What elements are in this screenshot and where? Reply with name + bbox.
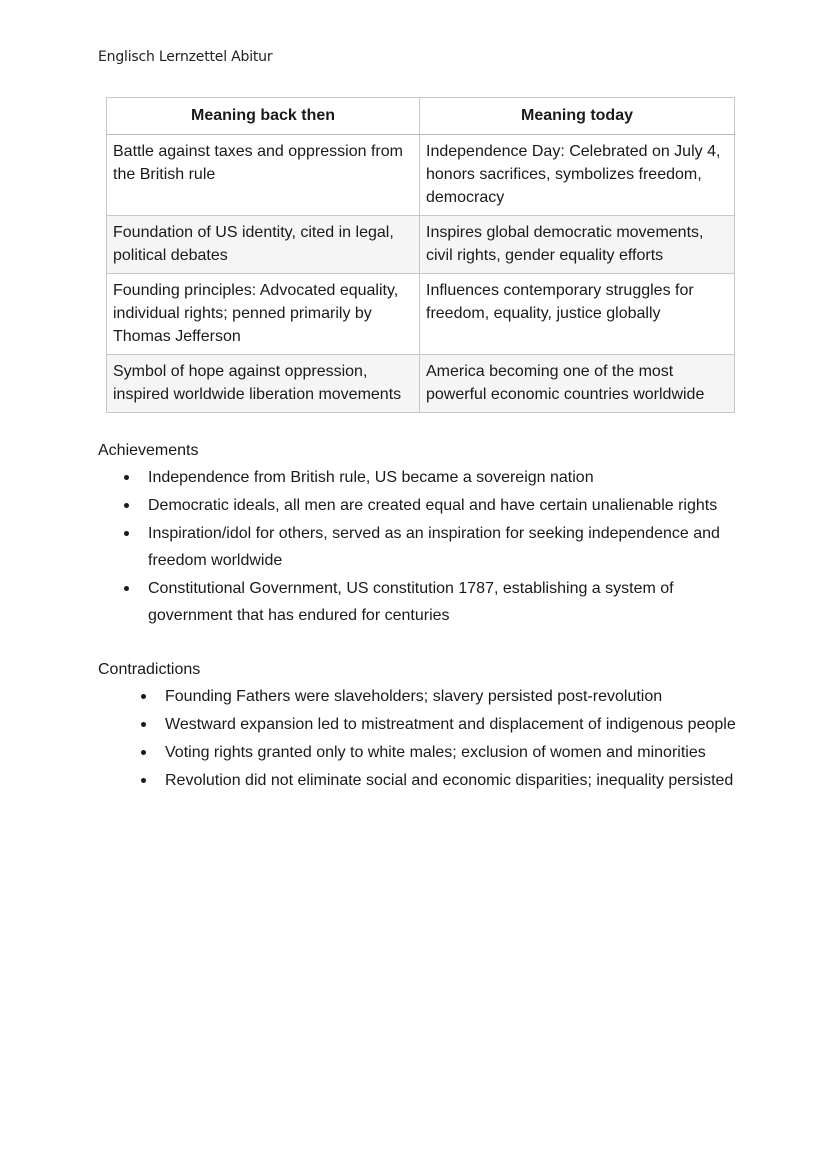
contradictions-heading: Contradictions bbox=[98, 661, 201, 678]
list-item bbox=[165, 683, 738, 710]
list-item-text: Voting rights granted only to white males; exclusion of women and minorities bbox=[165, 744, 706, 761]
table-header-row bbox=[107, 98, 735, 135]
list-item-text: Democratic ideals, all men are created equal and have certain unalienable rights bbox=[148, 497, 718, 514]
list-item bbox=[165, 739, 738, 766]
cell-then: Battle against taxes and oppression from the British rule bbox=[107, 135, 420, 216]
meaning-table-container bbox=[106, 97, 734, 413]
contradictions-section bbox=[98, 656, 738, 795]
contradictions-list bbox=[98, 683, 738, 794]
cell-then: Founding principles: Advocated equality, individual rights; penned primarily by Thomas Jefferson bbox=[107, 274, 420, 355]
list-item bbox=[165, 711, 738, 738]
bullet-icon bbox=[124, 586, 129, 591]
table-row bbox=[107, 135, 735, 216]
cell-then: Foundation of US identity, cited in legal, political debates bbox=[107, 216, 420, 274]
list-item-text: Founding Fathers were slaveholders; slavery persisted post-revolution bbox=[165, 688, 663, 705]
table-row bbox=[107, 355, 735, 413]
list-item-text: Revolution did not eliminate social and economic disparities; inequality persisted bbox=[165, 772, 734, 789]
list-item bbox=[148, 464, 738, 491]
list-item-text: Constitutional Government, US constitution 1787, establishing a system of government that has endured for centuries bbox=[148, 580, 674, 624]
list-item bbox=[148, 520, 738, 574]
column-header-then: Meaning back then bbox=[107, 98, 420, 135]
list-item bbox=[148, 492, 738, 519]
achievements-heading: Achievements bbox=[98, 442, 199, 459]
cell-today: Independence Day: Celebrated on July 4, honors sacrifices, symbolizes freedom, democracy bbox=[420, 135, 735, 216]
bullet-icon bbox=[124, 503, 129, 508]
list-item bbox=[165, 767, 738, 794]
cell-today: Inspires global democratic movements, civil rights, gender equality efforts bbox=[420, 216, 735, 274]
bullet-icon bbox=[141, 750, 146, 755]
list-item-text: Inspiration/idol for others, served as an inspiration for seeking independence and freedom worldwide bbox=[148, 525, 720, 569]
bullet-icon bbox=[124, 531, 129, 536]
cell-then: Symbol of hope against oppression, inspired worldwide liberation movements bbox=[107, 355, 420, 413]
list-item-text: Westward expansion led to mistreatment and displacement of indigenous people bbox=[165, 716, 736, 733]
column-header-today: Meaning today bbox=[420, 98, 735, 135]
meaning-table bbox=[106, 97, 735, 413]
table-row bbox=[107, 274, 735, 355]
bullet-icon bbox=[124, 475, 129, 480]
list-item-text: Independence from British rule, US became a sovereign nation bbox=[148, 469, 594, 486]
cell-today: America becoming one of the most powerful economic countries worldwide bbox=[420, 355, 735, 413]
document-header: Englisch Lernzettel Abitur bbox=[98, 49, 273, 65]
achievements-list bbox=[98, 464, 738, 629]
bullet-icon bbox=[141, 694, 146, 699]
bullet-icon bbox=[141, 722, 146, 727]
bullet-icon bbox=[141, 778, 146, 783]
list-item bbox=[148, 575, 738, 629]
achievements-section bbox=[98, 437, 738, 630]
table-row bbox=[107, 216, 735, 274]
cell-today: Influences contemporary struggles for freedom, equality, justice globally bbox=[420, 274, 735, 355]
